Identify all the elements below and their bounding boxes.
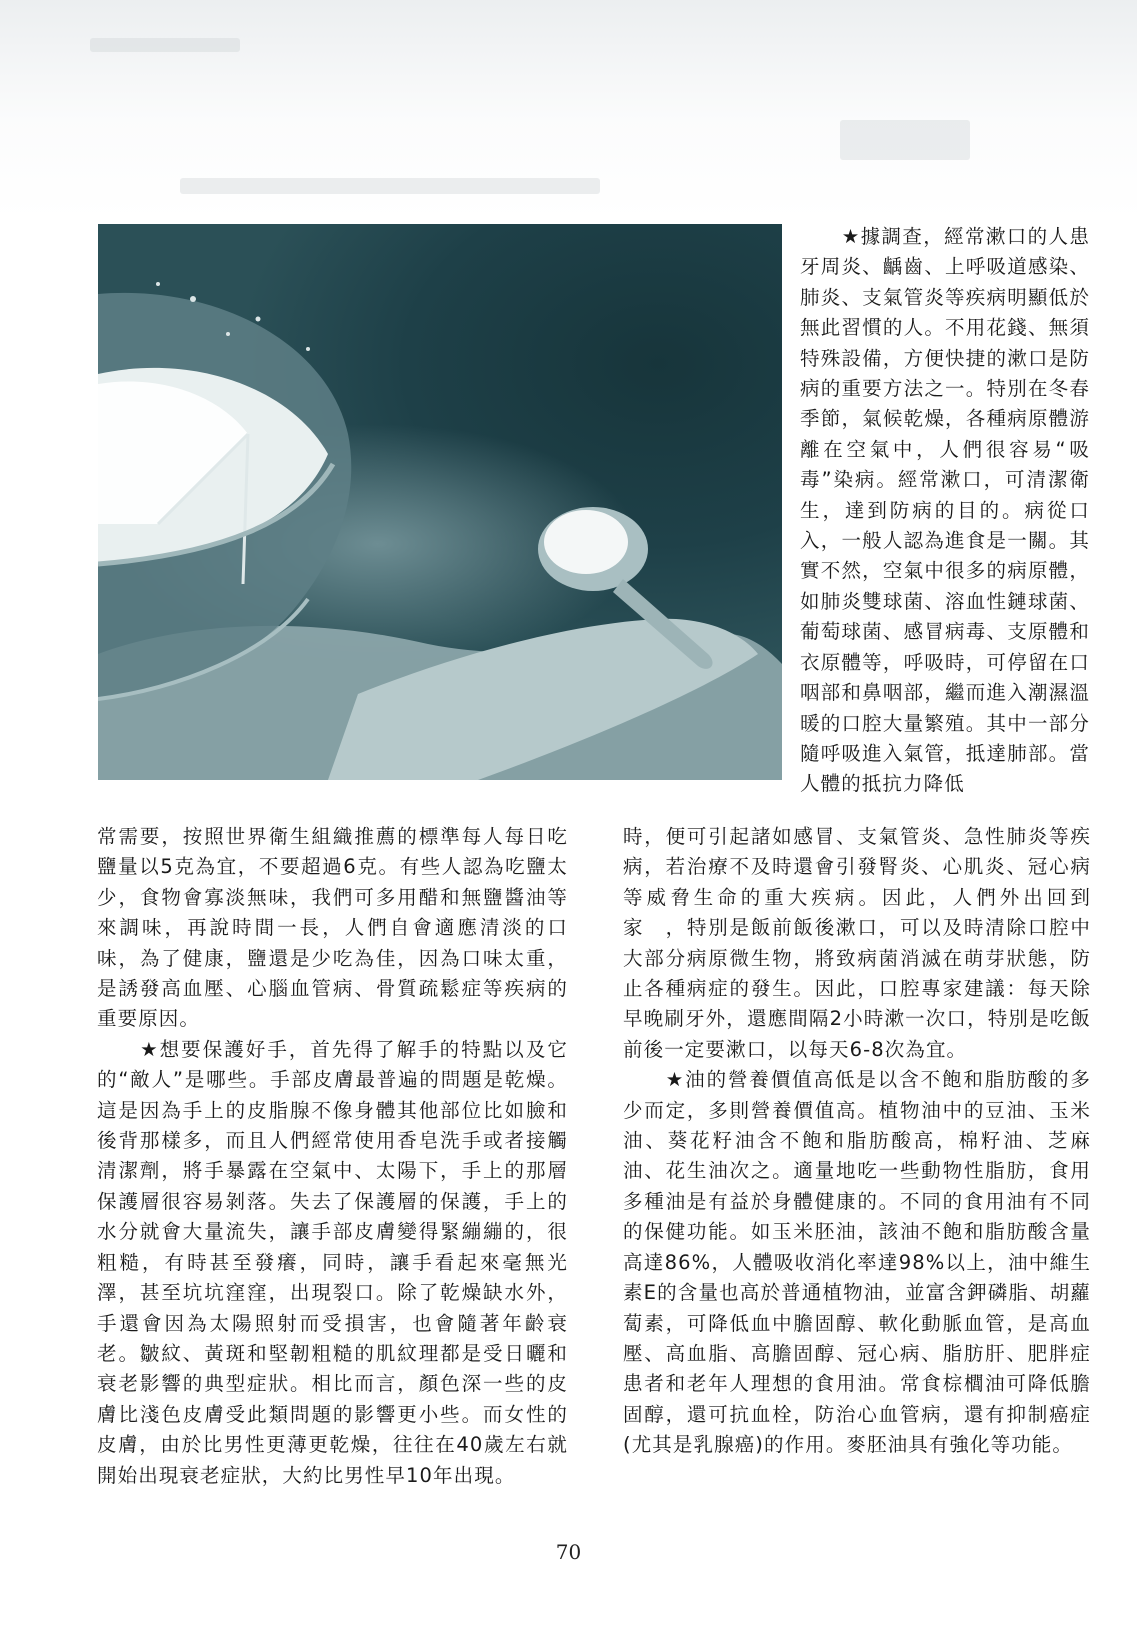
article-column-left: 常需要，按照世界衛生組織推薦的標準每人每日吃鹽量以5克為宜，不要超過6克。有些人認為吃鹽太少，食物會寡淡無味，我們可多用醋和無鹽醬油等來調味，再說時間一長，人們自會適應清淡的口味，為了健康，鹽還是少吃為佳，因為口味太重，是誘發高血壓、心腦血管病、骨質疏鬆症等疾病的重要原因。 ★想要保護好手，首先得了解手的特點以及它的“敵人”是哪些。手部皮膚最普遍的問題是乾燥。這是因為手上的皮脂腺不像身體其他部位比如臉和後背那樣多，而且人們經常使用香皂洗手或者接觸清潔劑，將手暴露在空氣中、太陽下，手上的那層保護層很容易剝落。失去了保護層的保護，手上的水分就會大量流失，讓手部皮膚變得緊繃繃的，很粗糙，有時甚至發癢，同時，讓手看起來毫無光澤，甚至坑坑窪窪，出現裂口。除了乾燥缺水外，手還會因為太陽照射而受損害，也會隨著年齡衰老。皺紋、黃斑和堅韌粗糙的肌紋理都是受日曬和衰老影響的典型症狀。相比而言，顏色深一些的皮膚比淺色皮膚受此類問題的影響更小些。而女性的皮膚，由於比男性更薄更乾燥，往往在40歲左右就開始出現衰老症狀，大約比男性早10年出現。 (97, 825, 568, 1487)
salt-bowl-photo (98, 224, 782, 780)
photo-illustration (98, 224, 782, 780)
page-number: 70 (555, 1540, 582, 1564)
header-bleed-artifact (0, 0, 1137, 220)
article-column-right-bottom: 時，便可引起諸如感冒、支氣管炎、急性肺炎等疾病，若治療不及時還會引發腎炎、心肌炎、冠心病等威脅生命的重大疾病。因此，人們外出回到家 ，特別是飯前飯後漱口，可以及時清除口腔中大部分病原微生物，將致病菌消滅在萌芽狀態，防止各種病症的發生。因此，口腔專家建議：每天除早晚刷牙外，還應間隔2小時漱一次口，特別是吃飯前後一定要漱口，以每天6-8次為宜。 ★油的營養價值高低是以含不飽和脂肪酸的多少而定，多則營養價值高。植物油中的豆油、玉米油、葵花籽油含不飽和脂肪酸高，棉籽油、芝麻油、花生油次之。適量地吃一些動物性脂肪，食用多種油是有益於身體健康的。不同的食用油有不同的保健功能。如玉米胚油，該油不飽和脂肪酸含量高達86%，人體吸收消化率達98%以上，油中維生素E的含量也高於普通植物油，並富含鉀磷脂、胡蘿蔔素，可降低血中膽固醇、軟化動脈血管，是高血壓、高血脂、高膽固醇、冠心病、脂肪肝、肥胖症患者和老年人理想的食用油。常食棕櫚油可降低膽固醇，還可抗血栓，防治心血管病，還有抑制癌症(尤其是乳腺癌)的作用。麥胚油具有強化等功能。 (623, 825, 1091, 1457)
article-column-right-top: ★據調查，經常漱口的人患牙周炎、齲齒、上呼吸道感染、肺炎、支氣管炎等疾病明顯低於無此習慣的人。不用花錢、無須特殊設備，方便快捷的漱口是防病的重要方法之一。特別在冬春季節，氣候乾燥，各種病原體游離在空氣中，人們很容易“吸毒”染病。經常漱口，可清潔衛生，達到防病的目的。病從口入，一般人認為進食是一關。其實不然，空氣中很多的病原體，如肺炎雙球菌、溶血性鏈球菌、葡萄球菌、感冒病毒、支原體和衣原體等，呼吸時，可停留在口咽部和鼻咽部，繼而進入潮濕溫暖的口腔大量繁殖。其中一部分隨呼吸進入氣管，抵達肺部。當人體的抵抗力降低 (800, 225, 1090, 796)
